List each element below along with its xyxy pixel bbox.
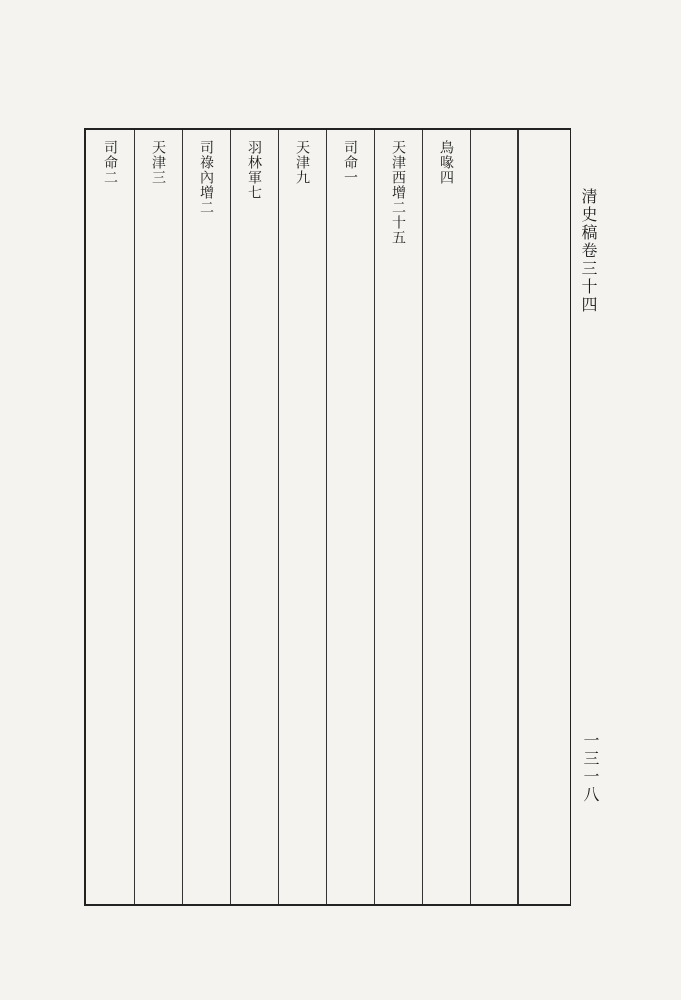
- margin-title: 清史稿卷三十四: [579, 188, 598, 314]
- star-name: [86, 130, 134, 254]
- star-name: [230, 130, 278, 254]
- column-rule: [517, 130, 519, 904]
- star-name-text: 司命二: [102, 140, 118, 185]
- star-name-text: 羽林軍七: [246, 140, 262, 200]
- star-name-text: 司祿內增二: [198, 140, 214, 215]
- star-name: [422, 130, 470, 254]
- star-name-text: 天津西增二十五: [390, 140, 406, 245]
- star-name: [182, 130, 230, 254]
- column-rule: [470, 130, 471, 904]
- page-number: 一三一八: [581, 732, 600, 804]
- star-name-text: 天津九: [294, 140, 310, 185]
- star-name-text: 鳥喙四: [438, 140, 454, 185]
- star-name-text: 司命一: [342, 140, 358, 185]
- star-name: [134, 130, 182, 254]
- star-table: [84, 128, 571, 906]
- star-name: [278, 130, 326, 254]
- star-name-text: 天津三: [150, 140, 166, 185]
- star-name: [374, 130, 422, 254]
- star-name: [326, 130, 374, 254]
